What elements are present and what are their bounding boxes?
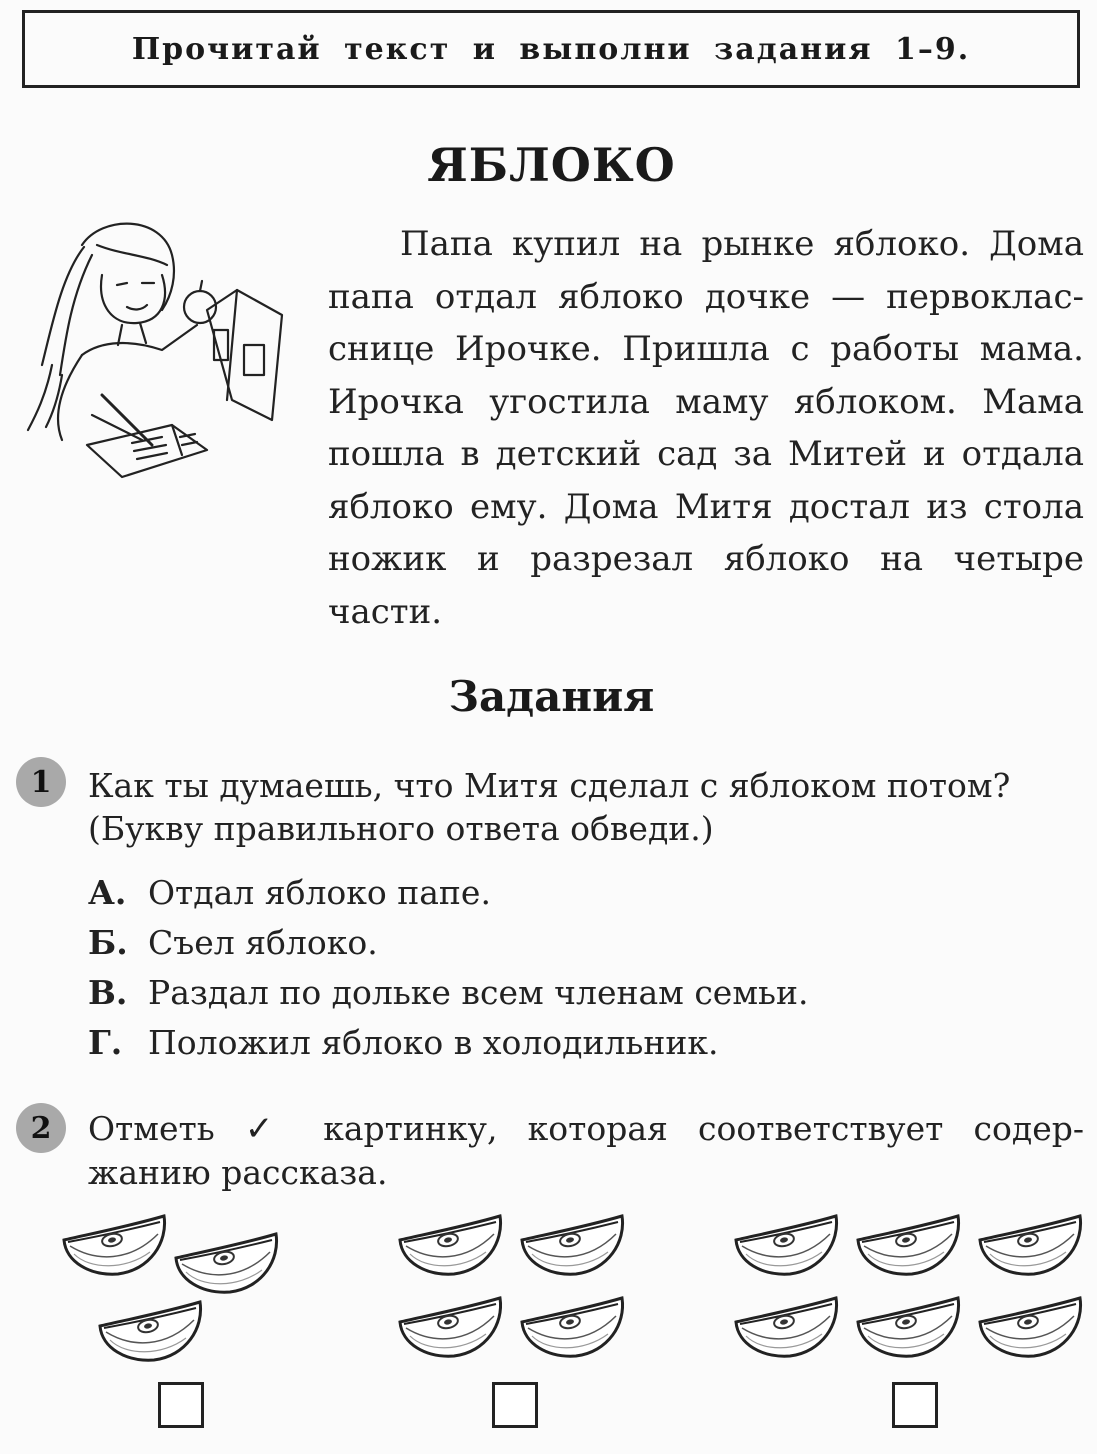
story-line: Ирочка угостила маму яблоком. Мама bbox=[328, 381, 1084, 422]
apple-slice-icon bbox=[980, 1216, 1081, 1274]
option-text: Раздал по дольке всем членам семьи. bbox=[148, 973, 809, 1012]
option-letter: А. bbox=[88, 873, 127, 912]
tasks-heading: Задания bbox=[448, 672, 655, 721]
story-title: ЯБЛОКО bbox=[427, 138, 676, 192]
apple-slice-icon bbox=[980, 1298, 1081, 1356]
apple-slice-icon bbox=[522, 1298, 623, 1356]
option-text: Отдал яблоко папе. bbox=[148, 873, 491, 912]
task-1-question bbox=[88, 764, 1084, 850]
task-1-number-badge: 1 bbox=[16, 757, 66, 807]
story-line: снице Ирочке. Пришла с работы мама. bbox=[328, 329, 1084, 369]
task-2-question-rest: картинку, которая соответствует содер- bbox=[323, 1109, 1084, 1148]
task-1-options bbox=[88, 868, 988, 1068]
checkmark-icon: ✓ bbox=[244, 1109, 294, 1149]
option-letter: В. bbox=[88, 973, 128, 1012]
story-line: папа отдал яблоко дочке — первоклас- bbox=[328, 276, 1084, 317]
task-2-question bbox=[88, 1107, 1084, 1194]
picture-four-slices bbox=[396, 1212, 636, 1372]
apple-slice-icon bbox=[400, 1298, 501, 1356]
apple-slice-icon bbox=[736, 1216, 837, 1274]
girl-reading-illustration bbox=[22, 215, 302, 485]
task-2-question-start: Отметь bbox=[88, 1109, 215, 1148]
apple-slice-icon bbox=[64, 1216, 165, 1274]
story-line: Папа купил на рынке яблоко. Дома bbox=[400, 224, 1084, 264]
task-2-number-badge: 2 bbox=[16, 1103, 66, 1153]
answer-checkbox-3[interactable] bbox=[892, 1382, 938, 1428]
apple-slice-icon bbox=[858, 1216, 959, 1274]
answer-checkbox-2[interactable] bbox=[492, 1382, 538, 1428]
answer-checkbox-1[interactable] bbox=[158, 1382, 204, 1428]
apple-slice-icon bbox=[176, 1234, 277, 1292]
apple-slice-icon bbox=[736, 1298, 837, 1356]
apple-slice-icon bbox=[522, 1216, 623, 1274]
story-line: яблоко ему. Дома Митя достал из стола bbox=[328, 486, 1084, 527]
task-1-question-line: Как ты думаешь, что Митя сделал с яблоком потом? bbox=[88, 766, 1011, 805]
option-b[interactable] bbox=[88, 918, 988, 968]
picture-six-slices bbox=[732, 1212, 1092, 1372]
instruction-header bbox=[22, 10, 1080, 88]
option-letter: Г. bbox=[88, 1023, 123, 1062]
story-line: ножик и разрезал яблоко на четыре bbox=[328, 539, 1084, 579]
story-line: пошла в детский сад за Митей и отдала bbox=[328, 434, 1084, 474]
story-text bbox=[328, 218, 1084, 638]
option-a[interactable] bbox=[88, 868, 988, 918]
apple-slice-icon bbox=[858, 1298, 959, 1356]
task-2-question-line: жанию рассказа. bbox=[88, 1153, 388, 1192]
apple-slice-icon bbox=[100, 1302, 201, 1360]
option-g[interactable] bbox=[88, 1018, 988, 1068]
option-letter: Б. bbox=[88, 923, 128, 962]
option-text: Положил яблоко в холодильник. bbox=[148, 1023, 719, 1062]
story-line: части. bbox=[328, 591, 443, 632]
picture-three-slices bbox=[60, 1212, 300, 1372]
option-text: Съел яблоко. bbox=[148, 923, 378, 962]
task-2-question-line bbox=[88, 1107, 1084, 1151]
apple-slice-icon bbox=[400, 1216, 501, 1274]
option-v[interactable] bbox=[88, 968, 988, 1018]
task-1-question-line: (Букву правильного ответа обведи.) bbox=[88, 809, 714, 848]
instruction-text: Прочитай текст и выполни задания 1–9. bbox=[131, 31, 971, 67]
